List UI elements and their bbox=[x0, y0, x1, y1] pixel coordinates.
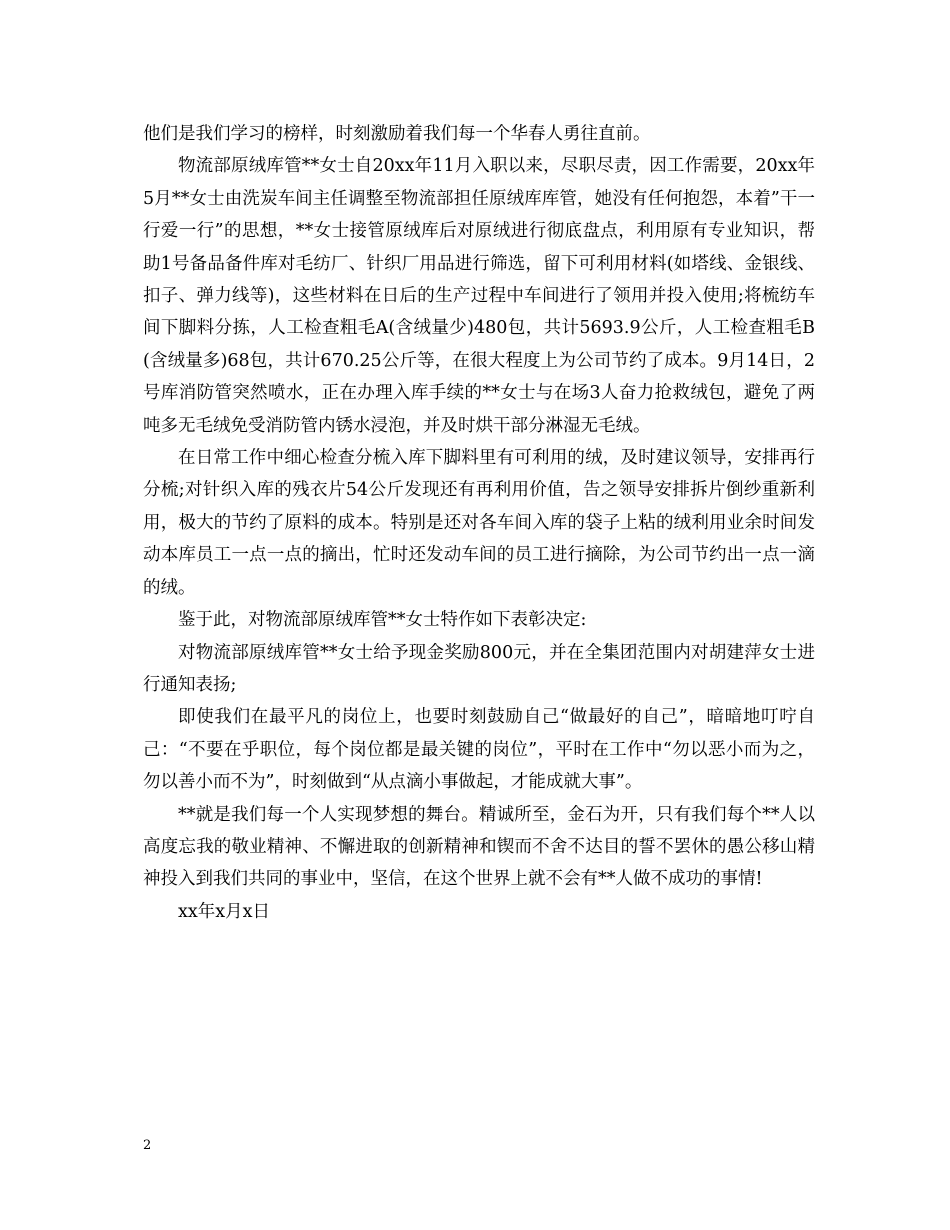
paragraph-2: 物流部原绒库管**女士自20xx年11月入职以来，尽职尽责，因工作需要，20xx年5月**女士由洗炭车间主任调整至物流部担任原绒库库管，她没有任何抱怨，本着”干一行爱一行”的思想，**女士接管原绒库后对原绒进行彻底盘点，利用原有专业知识，帮助1号备品备件库对毛纺厂、针织厂用品进行筛选，留下可利用材料(如塔线、金银线、扣子、弹力线等)，这些材料在日后的生产过程中车间进行了领用并投入使用;将梳纺车间下脚料分拣，人工检查粗毛A(含绒量少)480包，共计5693.9公斤，人工检查粗毛B(含绒量多)68包，共计670.25公斤等，在很大程度上为公司节约了成本。9月14日，2号库消防管突然喷水，正在办理入库手续的**女士与在场3人奋力抢救绒包，避免了两吨多无毛绒免受消防管内锈水浸泡，并及时烘干部分淋湿无毛绒。 bbox=[143, 156, 815, 436]
paragraph-7: **就是我们每一个人实现梦想的舞台。精诚所至，金石为开，只有我们每个**人以高度忘我的敬业精神、不懈进取的创新精神和锲而不舍不达目的誓不罢休的愚公移山精神投入到我们共同的事业中，坚信，在这个世界上就不会有**人做不成功的事情! bbox=[143, 804, 815, 890]
paragraph-4: 鉴于此，对物流部原绒库管**女士特作如下表彰决定: bbox=[178, 610, 587, 631]
paragraph-6: 即使我们在最平凡的岗位上，也要时刻鼓励自己“做最好的自己”，暗暗地叮咛自己：“不要在乎职位，每个岗位都是最关键的岗位”，平时在工作中“勿以恶小而为之，勿以善小而不为”，时刻做到“从点滴小事做起，才能成就大事”。 bbox=[143, 707, 815, 793]
document-body bbox=[143, 118, 815, 928]
paragraph-3: 在日常工作中细心检查分梳入库下脚料里有可利用的绒，及时建议领导，安排再行分梳;对针织入库的残衣片54公斤发现还有再利用价值，告之领导安排拆片倒纱重新利用，极大的节约了原料的成本。特别是还对各车间入库的袋子上粘的绒利用业余时间发动本库员工一点一点的摘出，忙时还发动车间的员工进行摘除，为公司节约出一点一滴的绒。 bbox=[143, 448, 815, 598]
page-number: 2 bbox=[143, 1138, 152, 1153]
date-line: xx年x月x日 bbox=[178, 901, 270, 922]
paragraph-1: 他们是我们学习的榜样，时刻激励着我们每一个华春人勇往直前。 bbox=[143, 124, 651, 144]
paragraph-5: 对物流部原绒库管**女士给予现金奖励800元，并在全集团范围内对胡建萍女士进行通知表扬; bbox=[143, 642, 815, 695]
